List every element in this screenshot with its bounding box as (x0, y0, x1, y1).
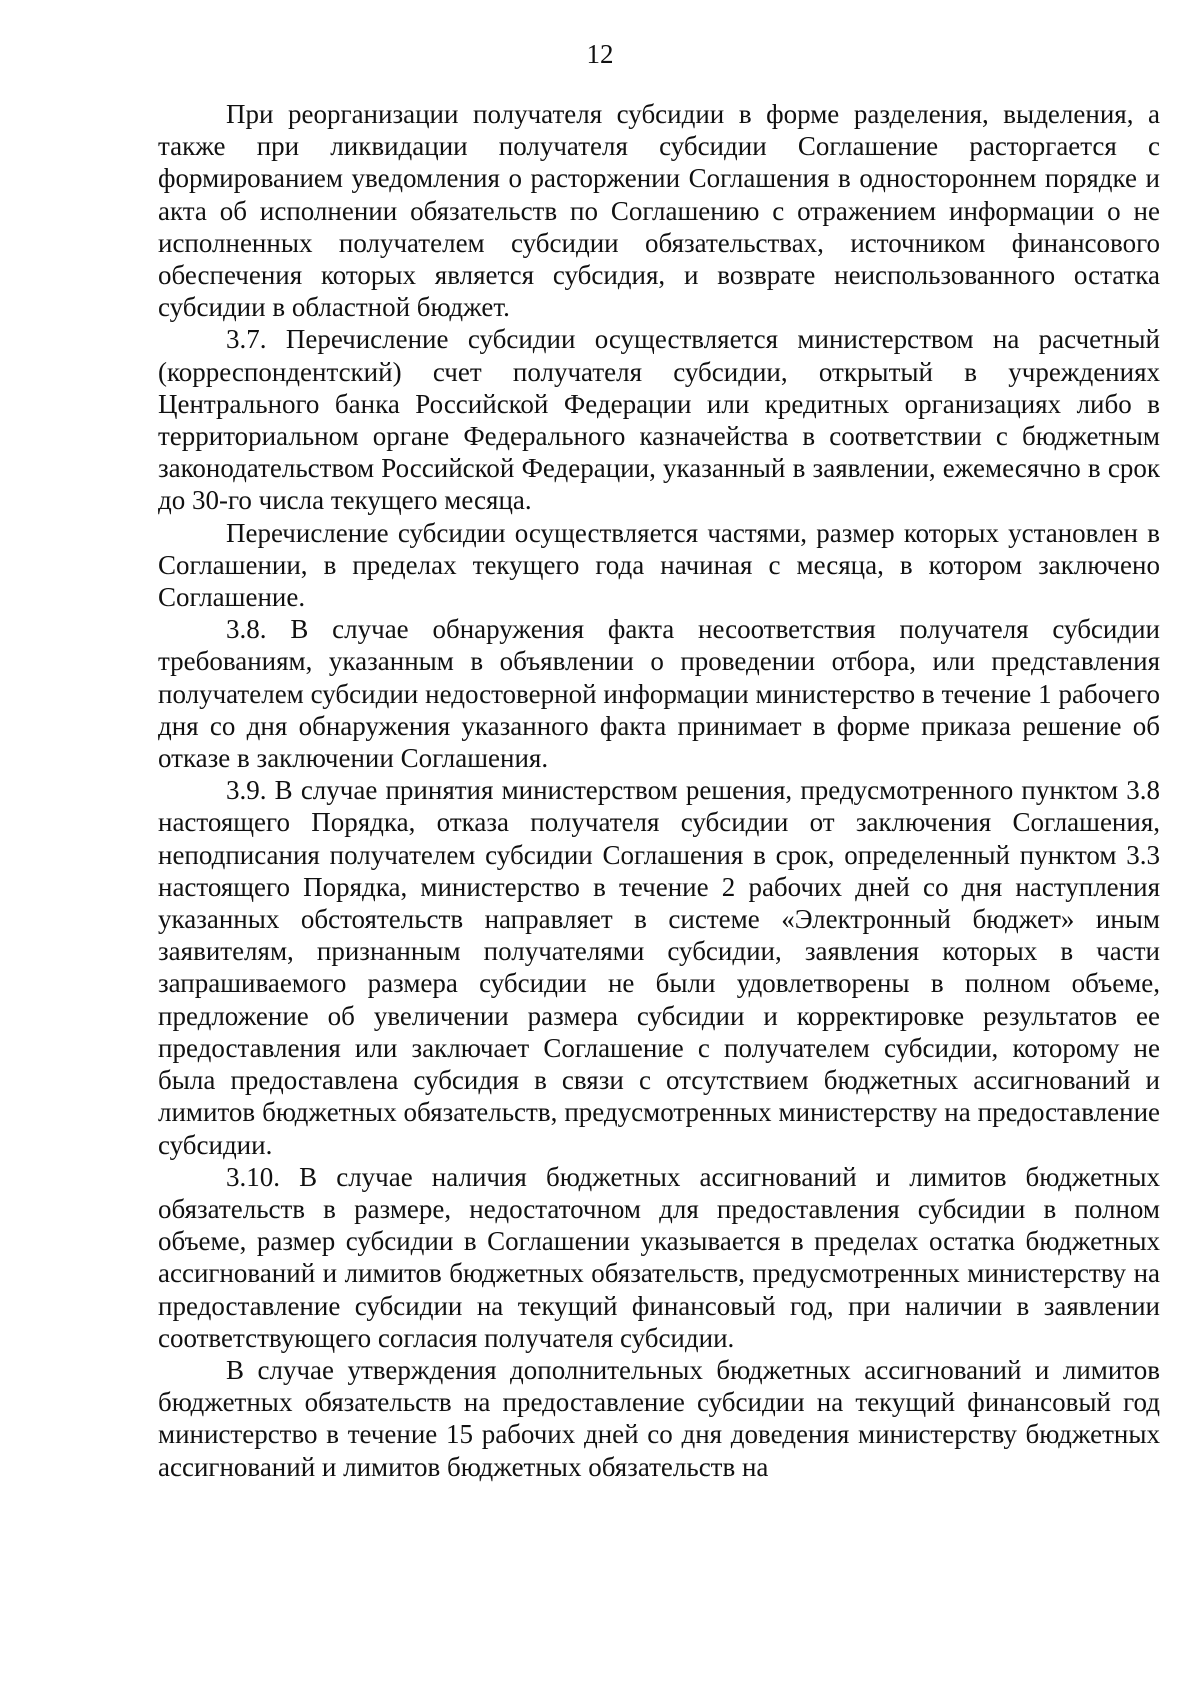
page-number: 12 (586, 39, 614, 69)
document-body (158, 98, 1160, 1483)
paragraph-transfer-parts: Перечисление субсидии осуществляется частями, размер которых установлен в Соглашении, в пределах текущего года начиная с месяца, в котором заключено Соглашение. (158, 517, 1160, 613)
paragraph-additional-allocations: В случае утверждения дополнительных бюджетных ассигнований и лимитов бюджетных обязательств на предоставление субсидии на текущий финансовый год министерство в течение 15 рабочих дней со дня доведения министерству бюджетных ассигнований и лимитов бюджетных обязательств на (158, 1354, 1160, 1482)
paragraph-3-7: 3.7. Перечисление субсидии осуществляется министерством на расчетный (корреспондентский) счет получателя субсидии, открытый в учреждениях Центрального банка Российской Федерации или кредитных организациях либо в территориальном органе Федерального казначейства в соответствии с бюджетным законодательством Российской Федерации, указанный в заявлении, ежемесячно в срок до 30-го числа текущего месяца. (158, 324, 1160, 516)
paragraph-3-8: 3.8. В случае обнаружения факта несоответствия получателя субсидии требованиям, указанным в объявлении о проведении отбора, или представления получателем субсидии недостоверной информации министерство в течение 1 рабочего дня со дня обнаружения указанного факта принимает в форме приказа решение об отказе в заключении Соглашения. (158, 614, 1160, 774)
paragraph-3-10: 3.10. В случае наличия бюджетных ассигнований и лимитов бюджетных обязательств в размере, недостаточном для предоставления субсидии в полном объеме, размер субсидии в Соглашении указывается в пределах остатка бюджетных ассигнований и лимитов бюджетных обязательств, предусмотренных министерству на предоставление субсидии на текущий финансовый год, при наличии в заявлении соответствующего согласия получателя субсидии. (158, 1161, 1160, 1353)
paragraph-reorganization: При реорганизации получателя субсидии в форме разделения, выделения, а также при ликвидации получателя субсидии Соглашение расторгается с формированием уведомления о расторжении Соглашения в одностороннем порядке и акта об исполнении обязательств по Соглашению с отражением информации о не исполненных получателем субсидии обязательствах, источником финансового обеспечения которых является субсидия, и возврате неиспользованного остатка субсидии в областной бюджет. (158, 99, 1160, 323)
paragraph-3-9: 3.9. В случае принятия министерством решения, предусмотренного пунктом 3.8 настоящего Порядка, отказа получателя субсидии от заключения Соглашения, неподписания получателем субсидии Соглашения в срок, определенный пунктом 3.3 настоящего Порядка, министерство в течение 2 рабочих дней со дня наступления указанных обстоятельств направляет в системе «Электронный бюджет» иным заявителям, признанным получателями субсидии, заявления которых в части запрашиваемого размера субсидии не были удовлетворены в полном объеме, предложение об увеличении размера субсидии и корректировке результатов ее предоставления или заключает Соглашение с получателем субсидии, которому не была предоставлена субсидия в связи с отсутствием бюджетных ассигнований и лимитов бюджетных обязательств, предусмотренных министерству на предоставление субсидии. (158, 775, 1160, 1160)
